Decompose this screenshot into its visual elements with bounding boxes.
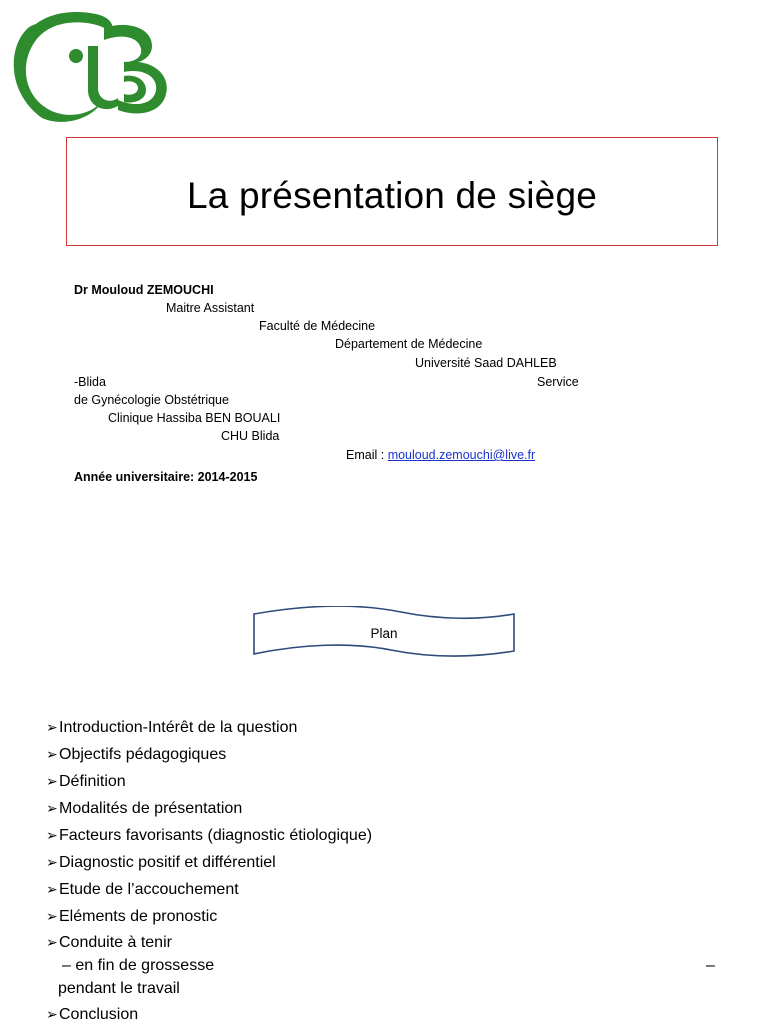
- plan-subitem-end-pregnancy: – en fin de grossesse: [62, 957, 215, 974]
- plan-item-label: Eléments de pronostic: [59, 908, 218, 925]
- arrow-bullet-icon: ➢: [46, 908, 58, 924]
- plan-item: [46, 798, 242, 819]
- plan-subitem-labour: pendant le travail: [58, 980, 180, 997]
- academic-year: Année universitaire: 2014-2015: [74, 470, 258, 484]
- plan-item-label: Introduction-Intérêt de la question: [59, 719, 298, 736]
- email-line: [346, 448, 535, 462]
- plan-item-label: Etude de l’accouchement: [59, 881, 239, 898]
- plan-item: [46, 771, 126, 792]
- plan-item: [46, 906, 217, 927]
- email-link[interactable]: mouloud.zemouchi@live.fr: [387, 448, 536, 462]
- author-university: Université Saad DAHLEB: [415, 356, 557, 370]
- arrow-bullet-icon: ➢: [46, 1006, 58, 1022]
- plan-item-label: Diagnostic positif et différentiel: [59, 854, 276, 871]
- arrow-bullet-icon: ➢: [46, 934, 58, 950]
- plan-item: [46, 825, 372, 846]
- title-box: [66, 137, 718, 246]
- plan-item-label: Définition: [59, 773, 126, 790]
- plan-banner-label: Plan: [370, 626, 398, 641]
- author-service-word: Service: [537, 375, 579, 389]
- author-rank: Maitre Assistant: [166, 301, 255, 315]
- plan-item-conclusion: [46, 1004, 138, 1025]
- author-faculty: Faculté de Médecine: [259, 319, 376, 333]
- arrow-bullet-icon: ➢: [46, 800, 58, 816]
- plan-item-label: Modalités de présentation: [59, 800, 243, 817]
- plan-item: [46, 932, 172, 953]
- plan-subitem-dash: –: [706, 957, 715, 974]
- author-clinic: Clinique Hassiba BEN BOUALI: [108, 411, 281, 425]
- plan-item: [46, 717, 297, 738]
- plan-item-label: Conclusion: [59, 1006, 139, 1023]
- arrow-bullet-icon: ➢: [46, 719, 58, 735]
- arrow-bullet-icon: ➢: [46, 746, 58, 762]
- arrow-bullet-icon: ➢: [46, 773, 58, 789]
- arrow-bullet-icon: ➢: [46, 854, 58, 870]
- author-name: Dr Mouloud ZEMOUCHI: [74, 283, 214, 297]
- plan-item-label: Conduite à tenir: [59, 934, 172, 951]
- plan-item: [46, 852, 276, 873]
- plan-item: [46, 879, 239, 900]
- document-title: La présentation de siège: [186, 174, 598, 216]
- author-chu: CHU Blida: [221, 429, 280, 443]
- arrow-bullet-icon: ➢: [46, 827, 58, 843]
- email-label: Email :: [346, 448, 385, 462]
- plan-item-label: Facteurs favorisants (diagnostic étiologique): [59, 827, 373, 844]
- university-logo: [6, 6, 174, 126]
- plan-item: [46, 744, 226, 765]
- author-service: de Gynécologie Obstétrique: [74, 393, 229, 407]
- author-city: -Blida: [74, 375, 106, 389]
- author-department: Département de Médecine: [335, 337, 483, 351]
- arrow-bullet-icon: ➢: [46, 881, 58, 897]
- plan-item-label: Objectifs pédagogiques: [59, 746, 227, 763]
